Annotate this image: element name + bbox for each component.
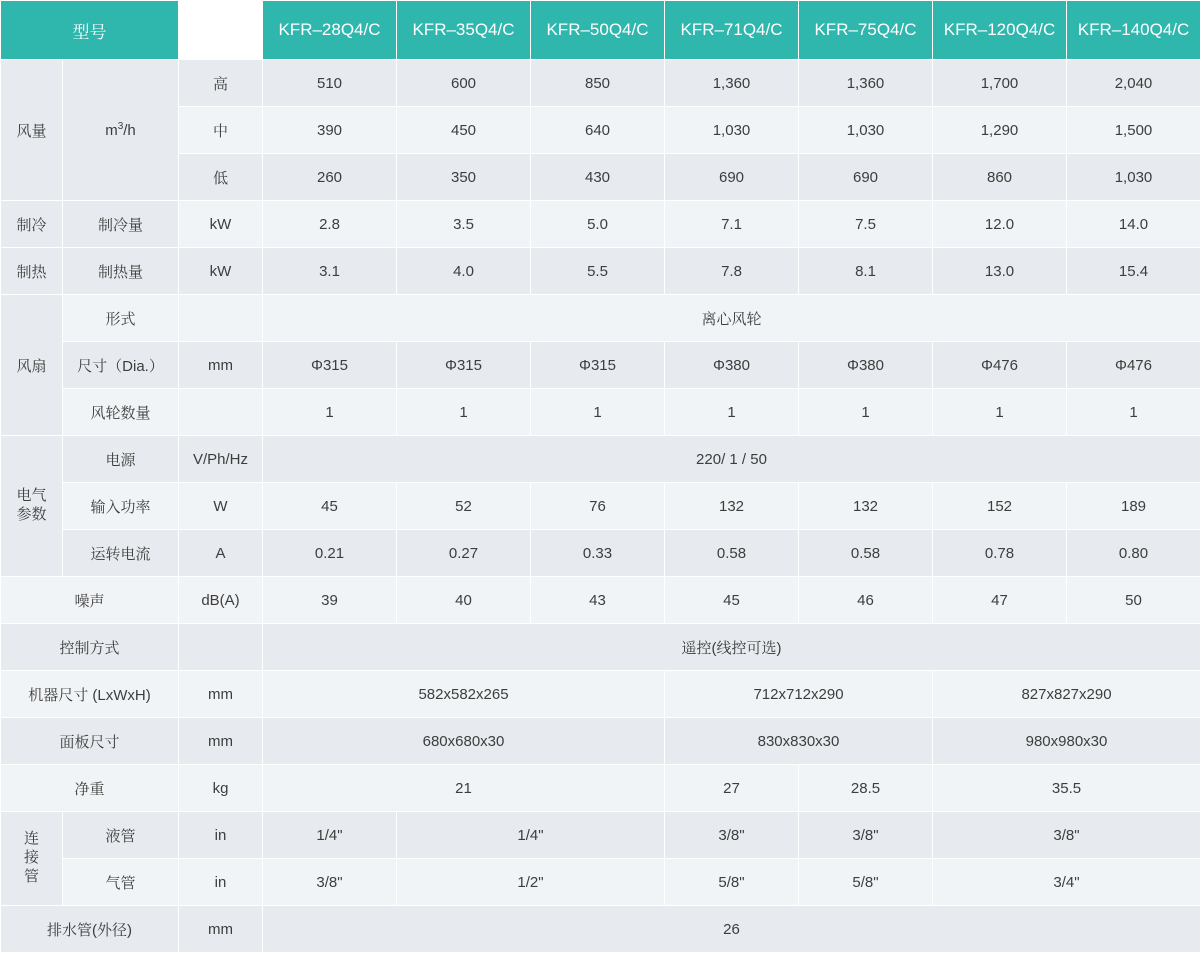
airflow-low-value-2: 350 <box>397 154 531 201</box>
airflow-mid-value-7: 1,500 <box>1067 107 1200 154</box>
fan-count-value-7: 1 <box>1067 389 1200 436</box>
noise-value-5: 46 <box>799 577 933 624</box>
input-power-value-6: 152 <box>933 483 1067 530</box>
electric-group-line1: 电气 <box>16 487 46 504</box>
machine-size-group-2: 712x712x290 <box>665 671 933 718</box>
row-control <box>1 624 1200 671</box>
fan-count-value-1: 1 <box>263 389 397 436</box>
airflow-mid-label: 中 <box>179 107 263 154</box>
pipes-group-char-3: 管 <box>24 868 39 885</box>
input-power-value-5: 132 <box>799 483 933 530</box>
input-power-unit: W <box>179 483 263 530</box>
input-power-label: 输入功率 <box>63 483 179 530</box>
airflow-unit: $m^3/h$ <box>63 60 179 201</box>
airflow-high-value-2: 600 <box>397 60 531 107</box>
cooling-label: 制冷量 <box>63 201 179 248</box>
header-model-7: KFR–140Q4/C <box>1067 1 1200 60</box>
airflow-mid-value-6: 1,290 <box>933 107 1067 154</box>
current-value-4: 0.58 <box>665 530 799 577</box>
panel-size-label: 面板尺寸 <box>1 718 179 765</box>
liquid-pipe-group-4: 3/8" <box>799 812 933 859</box>
airflow-high-value-7: 2,040 <box>1067 60 1200 107</box>
airflow-mid-value-3: 640 <box>531 107 665 154</box>
net-weight-group-3: 28.5 <box>799 765 933 812</box>
fan-count-value-6: 1 <box>933 389 1067 436</box>
electric-group-line2: 参数 <box>16 506 46 523</box>
current-value-2: 0.27 <box>397 530 531 577</box>
current-value-3: 0.33 <box>531 530 665 577</box>
row-airflow-low <box>1 154 1200 201</box>
airflow-mid-value-2: 450 <box>397 107 531 154</box>
fan-size-unit: mm <box>179 342 263 389</box>
drain-pipe-unit: mm <box>179 906 263 953</box>
fan-size-value-2: Φ315 <box>397 342 531 389</box>
input-power-value-7: 189 <box>1067 483 1200 530</box>
table-header-row <box>1 1 1200 60</box>
cooling-value-2: 3.5 <box>397 201 531 248</box>
row-net-weight <box>1 765 1200 812</box>
row-cooling <box>1 201 1200 248</box>
gas-pipe-group-1: 3/8" <box>263 859 397 906</box>
current-unit: A <box>179 530 263 577</box>
row-machine-size <box>1 671 1200 718</box>
cooling-value-5: 7.5 <box>799 201 933 248</box>
noise-value-4: 45 <box>665 577 799 624</box>
drain-pipe-value: 26 <box>263 906 1200 953</box>
liquid-pipe-group-5: 3/8" <box>933 812 1200 859</box>
heating-group-label: 制热 <box>1 248 63 295</box>
noise-label: 噪声 <box>1 577 179 624</box>
panel-size-group-1: 680x680x30 <box>263 718 665 765</box>
airflow-high-label: 高 <box>179 60 263 107</box>
fan-size-label: 尺寸（Dia.） <box>63 342 179 389</box>
fan-size-value-1: Φ315 <box>263 342 397 389</box>
panel-size-group-2: 830x830x30 <box>665 718 933 765</box>
airflow-high-value-3: 850 <box>531 60 665 107</box>
fan-size-value-7: Φ476 <box>1067 342 1200 389</box>
noise-value-3: 43 <box>531 577 665 624</box>
noise-value-1: 39 <box>263 577 397 624</box>
liquid-pipe-label: 液管 <box>63 812 179 859</box>
airflow-high-value-6: 1,700 <box>933 60 1067 107</box>
input-power-value-1: 45 <box>263 483 397 530</box>
current-value-1: 0.21 <box>263 530 397 577</box>
current-value-5: 0.58 <box>799 530 933 577</box>
input-power-value-3: 76 <box>531 483 665 530</box>
header-model-2: KFR–35Q4/C <box>397 1 531 60</box>
pipes-group-label <box>1 812 63 906</box>
fan-count-value-2: 1 <box>397 389 531 436</box>
heating-value-1: 3.1 <box>263 248 397 295</box>
control-unit <box>179 624 263 671</box>
row-drain-pipe <box>1 906 1200 953</box>
cooling-value-4: 7.1 <box>665 201 799 248</box>
heating-unit: kW <box>179 248 263 295</box>
liquid-pipe-group-1: 1/4" <box>263 812 397 859</box>
row-power-supply <box>1 436 1200 483</box>
row-panel-size <box>1 718 1200 765</box>
fan-count-label: 风轮数量 <box>63 389 179 436</box>
fan-type-value: 离心风轮 <box>263 295 1200 342</box>
machine-size-unit: mm <box>179 671 263 718</box>
airflow-low-label: 低 <box>179 154 263 201</box>
airflow-mid-value-5: 1,030 <box>799 107 933 154</box>
gas-pipe-unit: in <box>179 859 263 906</box>
power-supply-value: 220/ 1 / 50 <box>263 436 1200 483</box>
liquid-pipe-group-2: 1/4" <box>397 812 665 859</box>
noise-value-2: 40 <box>397 577 531 624</box>
noise-value-6: 47 <box>933 577 1067 624</box>
machine-size-label: 机器尺寸 (LxWxH) <box>1 671 179 718</box>
pipes-group-char-2: 接 <box>24 849 39 866</box>
fan-count-unit <box>179 389 263 436</box>
input-power-value-4: 132 <box>665 483 799 530</box>
net-weight-label: 净重 <box>1 765 179 812</box>
cooling-value-3: 5.0 <box>531 201 665 248</box>
gas-pipe-group-2: 1/2" <box>397 859 665 906</box>
fan-count-value-4: 1 <box>665 389 799 436</box>
header-model-5: KFR–75Q4/C <box>799 1 933 60</box>
row-airflow-high <box>1 60 1200 107</box>
cooling-value-7: 14.0 <box>1067 201 1200 248</box>
noise-unit: dB(A) <box>179 577 263 624</box>
row-liquid-pipe <box>1 812 1200 859</box>
header-model-1: KFR–28Q4/C <box>263 1 397 60</box>
row-fan-type <box>1 295 1200 342</box>
fan-size-value-3: Φ315 <box>531 342 665 389</box>
machine-size-group-3: 827x827x290 <box>933 671 1200 718</box>
net-weight-group-4: 35.5 <box>933 765 1200 812</box>
row-input-power <box>1 483 1200 530</box>
fan-type-label: 形式 <box>63 295 179 342</box>
electric-group-label <box>1 436 63 577</box>
heating-label: 制热量 <box>63 248 179 295</box>
airflow-high-value-5: 1,360 <box>799 60 933 107</box>
fan-size-value-6: Φ476 <box>933 342 1067 389</box>
row-heating <box>1 248 1200 295</box>
airflow-group-label: 风量 <box>1 60 63 201</box>
cooling-group-label: 制冷 <box>1 201 63 248</box>
gas-pipe-group-4: 5/8" <box>799 859 933 906</box>
fan-size-value-4: Φ380 <box>665 342 799 389</box>
fan-group-label: 风扇 <box>1 295 63 436</box>
current-value-7: 0.80 <box>1067 530 1200 577</box>
control-label: 控制方式 <box>1 624 179 671</box>
panel-size-group-3: 980x980x30 <box>933 718 1200 765</box>
airflow-mid-value-4: 1,030 <box>665 107 799 154</box>
row-fan-size <box>1 342 1200 389</box>
net-weight-group-1: 21 <box>263 765 665 812</box>
current-label: 运转电流 <box>63 530 179 577</box>
fan-type-unit <box>179 295 263 342</box>
noise-value-7: 50 <box>1067 577 1200 624</box>
airflow-mid-value-1: 390 <box>263 107 397 154</box>
fan-size-value-5: Φ380 <box>799 342 933 389</box>
fan-count-value-3: 1 <box>531 389 665 436</box>
machine-size-group-1: 582x582x265 <box>263 671 665 718</box>
row-current <box>1 530 1200 577</box>
fan-count-value-5: 1 <box>799 389 933 436</box>
power-supply-unit: V/Ph/Hz <box>179 436 263 483</box>
heating-value-2: 4.0 <box>397 248 531 295</box>
heating-value-5: 8.1 <box>799 248 933 295</box>
panel-size-unit: mm <box>179 718 263 765</box>
cooling-value-6: 12.0 <box>933 201 1067 248</box>
current-value-6: 0.78 <box>933 530 1067 577</box>
airflow-low-value-3: 430 <box>531 154 665 201</box>
liquid-pipe-unit: in <box>179 812 263 859</box>
control-value: 遥控(线控可选) <box>263 624 1200 671</box>
header-model-3: KFR–50Q4/C <box>531 1 665 60</box>
airflow-low-value-1: 260 <box>263 154 397 201</box>
gas-pipe-group-3: 5/8" <box>665 859 799 906</box>
row-fan-count <box>1 389 1200 436</box>
header-unit-blank <box>179 1 263 60</box>
airflow-high-value-1: 510 <box>263 60 397 107</box>
net-weight-group-2: 27 <box>665 765 799 812</box>
heating-value-3: 5.5 <box>531 248 665 295</box>
heating-value-4: 7.8 <box>665 248 799 295</box>
heating-value-7: 15.4 <box>1067 248 1200 295</box>
row-noise <box>1 577 1200 624</box>
net-weight-unit: kg <box>179 765 263 812</box>
drain-pipe-label: 排水管(外径) <box>1 906 179 953</box>
gas-pipe-label: 气管 <box>63 859 179 906</box>
power-supply-label: 电源 <box>63 436 179 483</box>
row-gas-pipe <box>1 859 1200 906</box>
row-airflow-mid <box>1 107 1200 154</box>
header-model-4: KFR–71Q4/C <box>665 1 799 60</box>
header-model-6: KFR–120Q4/C <box>933 1 1067 60</box>
input-power-value-2: 52 <box>397 483 531 530</box>
cooling-unit: kW <box>179 201 263 248</box>
airflow-low-value-4: 690 <box>665 154 799 201</box>
cooling-value-1: 2.8 <box>263 201 397 248</box>
airflow-low-value-5: 690 <box>799 154 933 201</box>
liquid-pipe-group-3: 3/8" <box>665 812 799 859</box>
gas-pipe-group-5: 3/4" <box>933 859 1200 906</box>
pipes-group-char-1: 连 <box>24 830 39 847</box>
airflow-low-value-6: 860 <box>933 154 1067 201</box>
airflow-high-value-4: 1,360 <box>665 60 799 107</box>
airflow-low-value-7: 1,030 <box>1067 154 1200 201</box>
header-model-label: 型号 <box>1 1 179 60</box>
heating-value-6: 13.0 <box>933 248 1067 295</box>
